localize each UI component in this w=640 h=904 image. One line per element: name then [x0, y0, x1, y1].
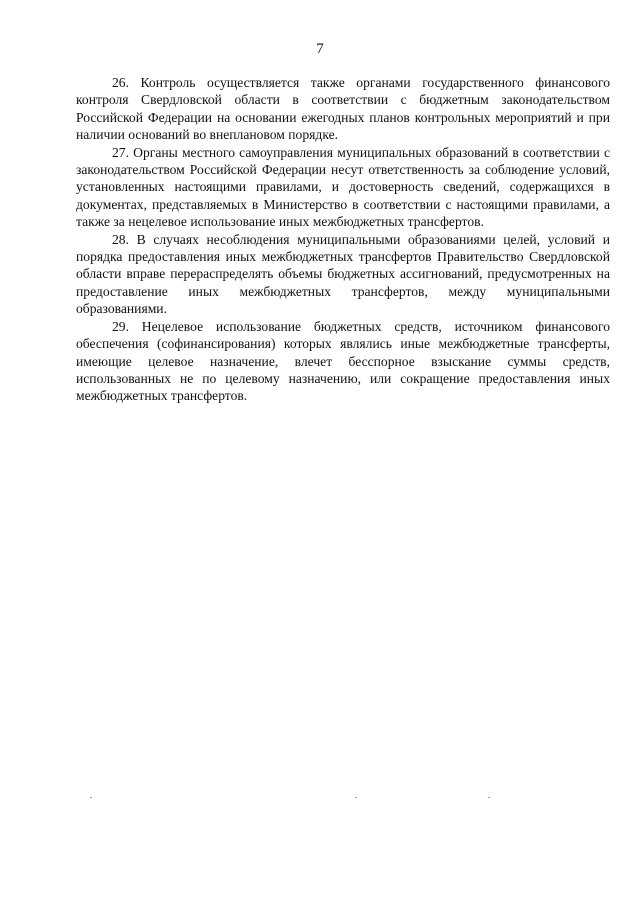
paragraph-26: 26. Контроль осуществляется также органами государственного финансового контроля Свердловской области в соответствии с бюджетным законодательством Российской Федерации на основании ежегодных планов контрольных мероприятий и при наличии оснований во внеплановом порядке. — [76, 75, 610, 143]
scan-artifact-dot — [488, 797, 490, 798]
scan-artifact-dot — [355, 797, 357, 798]
document-body — [76, 74, 610, 405]
paragraph-27: 27. Органы местного самоуправления муниципальных образований в соответствии с законодательством Российской Федерации несут ответственность за соблюдение условий, установленных настоящими правилами, и достоверность сведений, содержащихся в документах, представляемых в Министерство в соответствии с настоящими правилами, а также за нецелевое использование иных межбюджетных трансфертов. — [76, 144, 610, 230]
page-number: 7 — [316, 41, 324, 57]
paragraph-29: 29. Нецелевое использование бюджетных средств, источником финансового обеспечения (софинансирования) которых являлись иные межбюджетные трансферты, имеющие целевое назначение, влечет бесспорное взыскание суммы средств, использованных не по целевому назначению, или сокращение предоставления иных межбюджетных трансфертов. — [76, 318, 610, 404]
scan-artifact-dot — [90, 797, 92, 798]
paragraph-28: 28. В случаях несоблюдения муниципальными образованиями целей, условий и порядка предоставления иных межбюджетных трансфертов Правительство Свердловской области вправе перераспределять объемы бюджетных ассигнований, предусмотренных на предоставление иных межбюджетных трансфертов, между муниципальными образованиями. — [76, 231, 610, 317]
